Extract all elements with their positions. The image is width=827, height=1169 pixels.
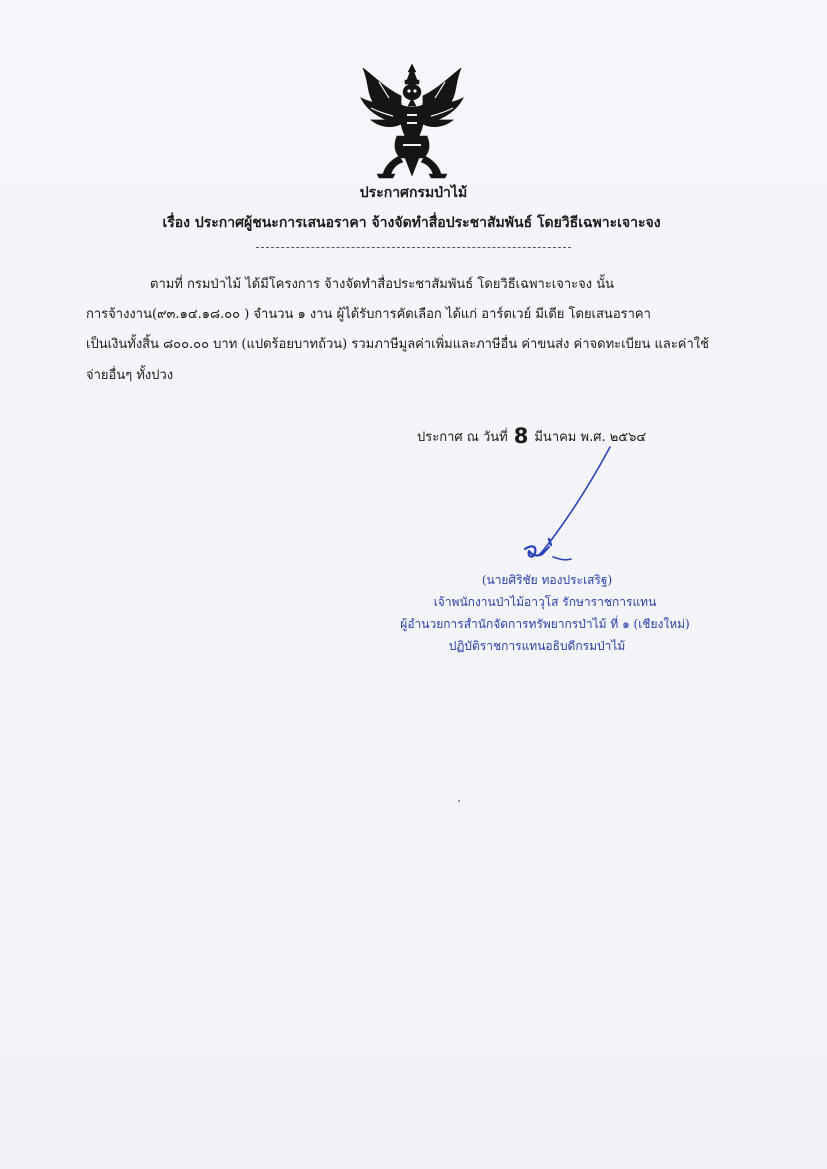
paper-speck — [458, 800, 460, 802]
signer-position: เจ้าพนักงานป่าไม้อาวุโส รักษาราชการแทน — [433, 595, 657, 609]
announcement-day: 8 — [513, 424, 529, 448]
body-line-1: ตามที่ กรมป่าไม้ ได้มีโครงการ จ้างจัดทำสื่อประชาสัมพันธ์ โดยวิธีเฉพาะเจาะจง นั้น — [150, 277, 615, 292]
announcement-month-year: มีนาคม พ.ศ. ๒๕๖๔ — [534, 430, 647, 445]
announcement-agency-title: ประกาศกรมป่าไม้ — [359, 185, 468, 201]
body-line-3: เป็นเงินทั้งสิ้น ๘๐๐.๐๐ บาท (แปดร้อยบาทถ้วน) รวมภาษีมูลค่าเพิ่มและภาษีอื่น ค่าขนส่ง ค่าจดทะเบียน และค่าใช้ — [86, 337, 709, 352]
garuda-emblem-icon — [355, 62, 470, 180]
signer-role: ผู้อำนวยการสำนักจัดการทรัพยากรป่าไม้ ที่ ๑ (เชียงใหม่) — [400, 617, 690, 631]
body-line-2: การจ้างงาน(๙๓.๑๔.๑๘.๐๐ ) จำนวน ๑ งาน ผู้ได้รับการคัดเลือก ได้แก่ อาร์ตเวย์ มีเดีย โดยเสนอราคา — [86, 307, 651, 322]
body-line-4: จ่ายอื่นๆ ทั้งปวง — [86, 368, 174, 383]
announcement-date-prefix: ประกาศ ณ วันที่ — [417, 430, 508, 445]
separator-line — [256, 247, 571, 248]
signer-name: (นายศิริชัย ทองประเสริฐ) — [481, 573, 613, 587]
announcement-subject: เรื่อง ประกาศผู้ชนะการเสนอราคา จ้างจัดทำสื่อประชาสัมพันธ์ โดยวิธีเฉพาะเจาะจง — [162, 215, 661, 231]
signer-acting-capacity: ปฏิบัติราชการแทนอธิบดีกรมป่าไม้ — [448, 639, 626, 653]
handwritten-signature-icon — [515, 445, 625, 575]
